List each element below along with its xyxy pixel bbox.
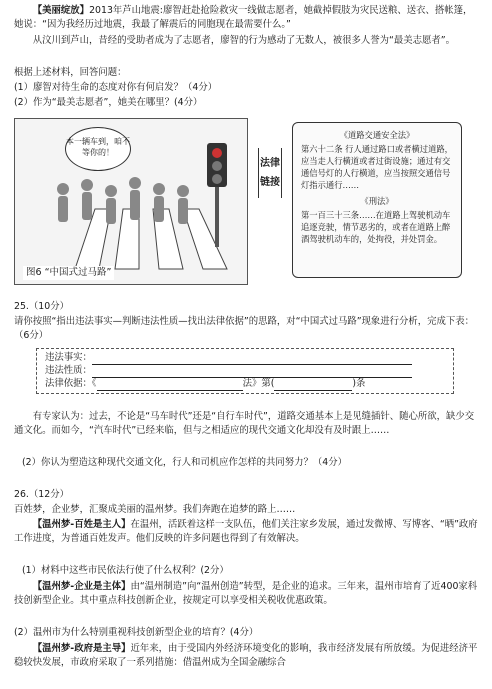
- fact-row: [45, 352, 445, 365]
- article-blank[interactable]: [274, 381, 352, 391]
- q26-p1-lead: 【温州梦-百姓是主人】: [32, 519, 131, 530]
- law-link-label: 法律链接: [258, 148, 282, 198]
- q25-expert-view: 有专家认为：过去，不论是“马车时代”还是“自行车时代”，道路交通基本上是见缝插针、随心所欲，缺少交通文化。而如今，“汽车时代”已经来临，但与之相适应的现代交通文化却没有及时跟上……: [14, 411, 475, 437]
- q25-prompt: 请你按照“指出违法事实—判断违法性质—找出法律依据”的思路，对“中国式过马路”现象进行分析，完成下表：（6分）: [14, 316, 475, 342]
- q26-p2-lead: 【温州梦-企业是主体】: [32, 581, 131, 592]
- question-1: (1）廖智对待生命的态度对你有何启发？（4分）: [14, 82, 218, 93]
- crossing-illustration: [14, 118, 248, 285]
- q25-number: 25.（10分）: [14, 301, 69, 312]
- q26-sub1: (1）材料中这些市民依法行使了什么权利？(2分）: [22, 565, 229, 576]
- pedestrians-drawing: [15, 119, 247, 284]
- question-intro: 根据上述材料，回答问题：: [14, 67, 127, 78]
- q26-paragraph-3: [14, 642, 478, 671]
- intro-paragraph: [14, 4, 478, 33]
- intro-lead: 【美丽绽放】: [32, 5, 90, 16]
- q25-sub2: (2）你认为塑造这种现代交通文化，行人和司机应作怎样的共同努力？（4分）: [22, 457, 347, 468]
- q26-paragraph-2: [14, 580, 478, 609]
- intro-text-2: 从汶川到芦山，昔经的受助者成为了志愿者，廖智的行为感动了无数人，被很多人誉为“最美志愿者”。: [32, 35, 456, 46]
- law2-text: 第一百三十三条……在道路上驾驶机动车追逐竞驶，情节恶劣的，或者在道路上醉酒驾驶机动车的，处拘役，并处罚金。: [301, 210, 451, 245]
- nature-label: 违法性质：: [45, 364, 92, 376]
- figure-caption: 图6 “中国式过马路”: [23, 266, 114, 280]
- fact-blank[interactable]: [92, 355, 412, 365]
- law-name-blank[interactable]: [97, 381, 243, 391]
- q26-number: 26.（12分）: [14, 489, 69, 500]
- q26-p3-lead: 【温州梦-政府是主导】: [32, 643, 131, 654]
- q26-p3-text: 近年来，由于受国内外经济环境变化的影响，我市经济发展有所放缓。为促进经济平稳较快发展，市政府采取了一系列措施：借温州成为全国金融综合: [14, 643, 478, 669]
- basis-label: 法律依据：《: [45, 377, 97, 389]
- article-label: )条: [352, 377, 366, 389]
- figure-6: [14, 118, 476, 283]
- speech-bubble: 本一辆车到，咱不等你的！: [65, 127, 131, 171]
- q26-sub2: (2）温州市为什么特别重视科技创新型企业的培育？(4分）: [14, 627, 259, 638]
- question-2: (2）作为“最美志愿者”，她美在哪里？(4分）: [14, 97, 203, 108]
- q26-paragraph-1: [14, 518, 478, 547]
- intro-paragraph-2: [14, 34, 478, 48]
- intro-text-1: 2013年芦山地震:廖智赶赴抢险救灾一线做志愿者，她截掉假肢为灾民送粮、送衣、搭帐篷，她说：“因为我经历过地震，我最了解震后的同胞现在最需要什么。”: [14, 5, 473, 31]
- law-scroll: [292, 122, 462, 278]
- law-label: 法》第(: [242, 377, 275, 389]
- q26-p2-text: 由“温州制造”向“温州创造”转型，是企业的追求。三年来，温州市培育了近400家科技创新型企业。其中重点科技创新企业，按规定可以享受相关税收优惠政策。: [14, 581, 478, 607]
- fact-label: 违法事实：: [45, 351, 92, 363]
- law1-title: 《道路交通安全法》: [339, 130, 415, 140]
- law1-text: 第六十二条 行人通过路口或者横过道路，应当走人行横道或者过街设施；通过有交通信号灯的人行横道，应当按照交通信号灯指示通行……: [301, 144, 453, 191]
- q26-intro: 百姓梦，企业梦，汇聚成美丽的温州梦。我们奔跑在追梦的路上……: [14, 504, 296, 515]
- basis-row: [45, 378, 445, 391]
- law2-title: 《刑法》: [360, 196, 394, 207]
- q26-p1-text: 在温州，活跃着这样一支队伍，他们关注家乡发展，通过发微博、写博客、“晒”政府工作进度，为普通百姓发声。他们反映的许多问题也得到了有效解决。: [14, 519, 478, 545]
- q25-answer-table: [36, 348, 454, 394]
